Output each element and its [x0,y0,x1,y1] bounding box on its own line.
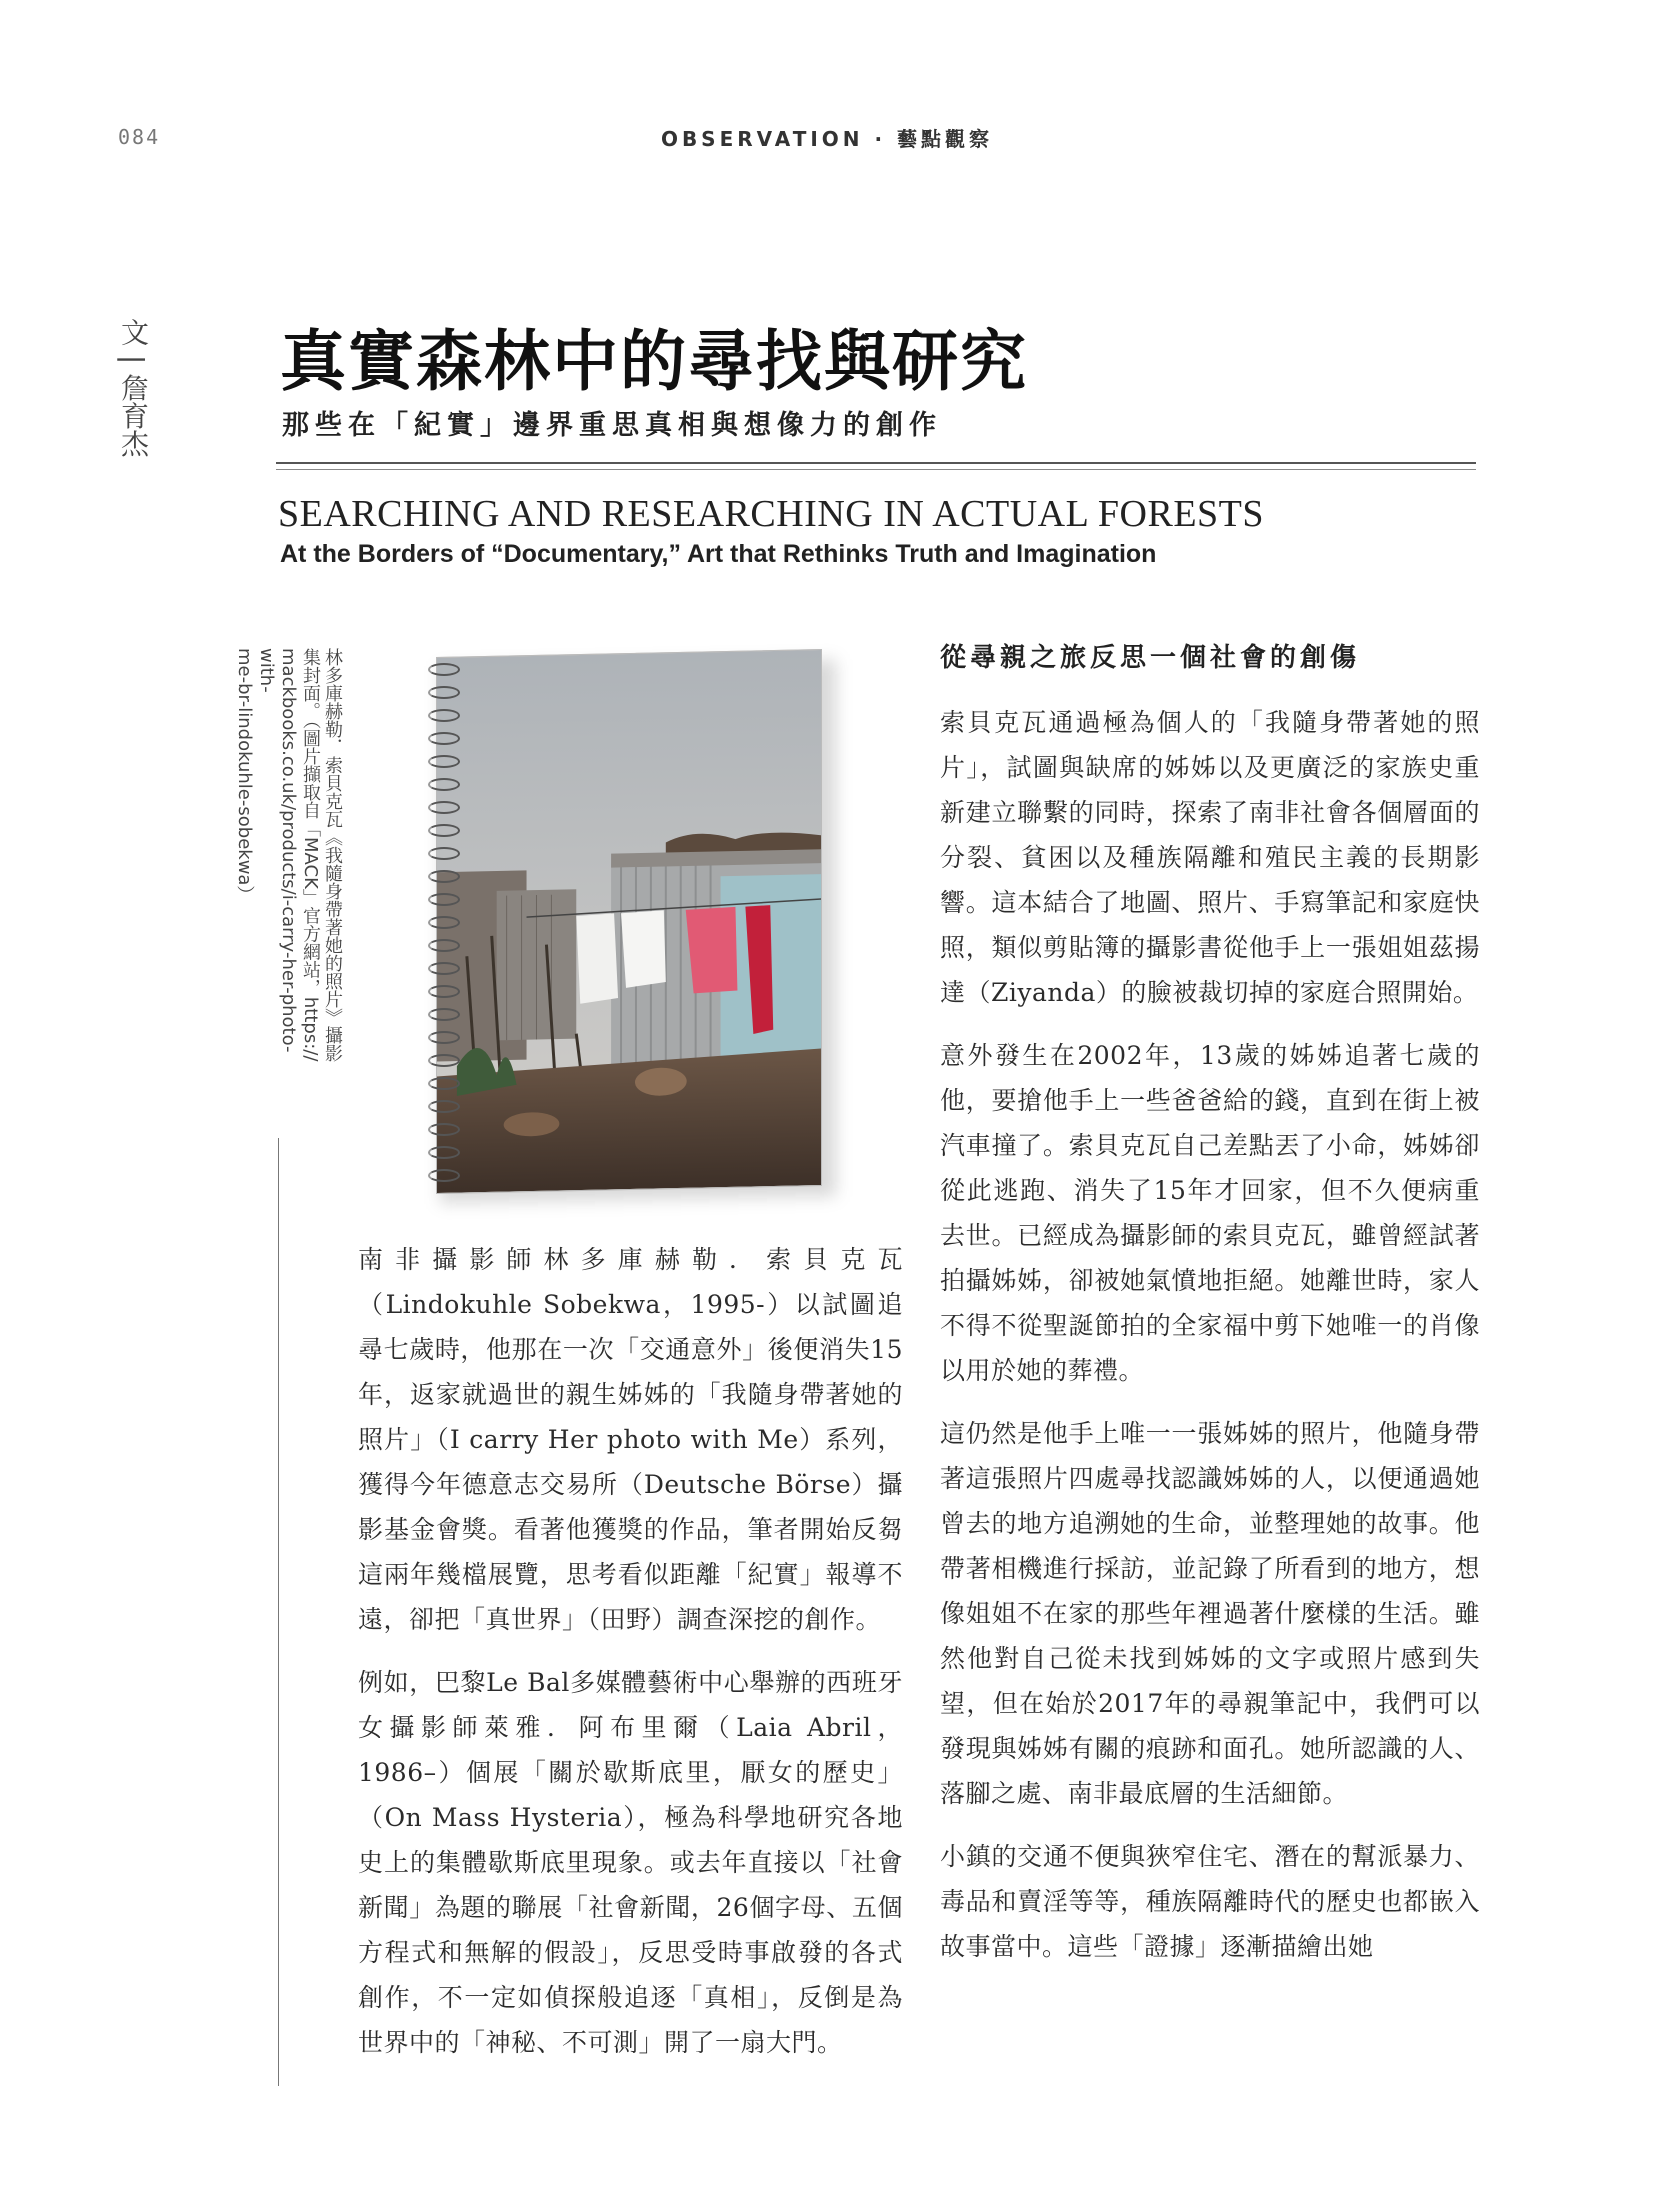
title-divider [276,462,1476,464]
page-number: 084 [118,125,161,149]
photobook-cover-image [422,645,822,1190]
body-paragraph: 索貝克瓦通過極為個人的「我隨身帶著她的照片」，試圖與缺席的姊姊以及更廣泛的家族史重新建立聯繫的同時，探索了南非社會各個層面的分裂、貧困以及種族隔離和殖民主義的長期影響。這本結合了地圖、照片、手寫筆記和家庭快照，類似剪貼簿的攝影書從他手上一張姐姐茲揚達（Ziyanda）的臉被裁切掉的家庭合照開始。 [940,708,1480,1007]
body-paragraph: 南非攝影師林多庫赫勒．索貝克瓦（Lindokuhle Sobekwa，1995-）以試圖追尋七歲時，他那在一次「交通意外」後便消失15年，返家就過世的親生姊姊的「我隨身帶著她的照片」（I carry Her photo with Me）系列，獲得今年德意志交易所（Deutsche Börse）攝影基金會獎。看著他獲獎的作品，筆者開始反芻這兩年幾檔展覽，思考看似距離「紀實」報導不遠，卻把「真世界」（田野）調查深挖的創作。 [358,1245,903,1634]
township-scene-illustration [437,650,821,1193]
body-paragraph: 小鎮的交通不便與狹窄住宅、潛在的幫派暴力、毒品和賣淫等等，種族隔離時代的歷史也都嵌入故事當中。這些「證據」逐漸描繪出她 [940,1842,1480,1961]
article-subtitle-zh: 那些在「紀實」邊界重思真相與想像力的創作 [282,410,942,441]
article-subtitle-en: At the Borders of “Documentary,” Art that Rethinks Truth and Imagination [280,540,1157,568]
author-byline: 文 | 詹育杰 [117,318,150,458]
column-rule [278,1138,279,2086]
running-header: OBSERVATION · 藝點觀察 [660,127,994,151]
body-paragraph: 這仍然是他手上唯一一張姊姊的照片，他隨身帶著這張照片四處尋找認識姊姊的人，以便通過她曾去的地方追溯她的生命，並整理她的故事。他帶著相機進行採訪，並記錄了所看到的地方，想像姐姐不在家的那些年裡過著什麼樣的生活。雖然他對自己從未找到姊姊的文字或照片感到失望，但在始於2017年的尋親筆記中，我們可以發現與姊姊有關的痕跡和面孔。她所認識的人、落腳之處、南非最底層的生活細節。 [940,1419,1480,1808]
caption-line: mackbooks.co.uk/products/i-carry-her-photo-with- [256,648,299,1053]
body-column-right [940,638,1480,1987]
body-column-left [358,1237,903,2083]
body-paragraph: 意外發生在2002年，13歲的姊姊追著七歲的他，要搶他手上一些爸爸給的錢，直到在街上被汽車撞了。索貝克瓦自己差點丟了小命，姊姊卻從此逃跑、消失了15年才回家，但不久便病重去世。已經成為攝影師的索貝克瓦，雖曾經試著拍攝姊姊，卻被她氣憤地拒絕。她離世時，家人不得不從聖誕節拍的全家福中剪下她唯一的肖像以用於她的葬禮。 [940,1041,1480,1385]
caption-line: 集封面。（圖片擷取自「MACK」官方網站，https:// [300,648,321,1062]
article-title-zh: 真實森林中的尋找與研究 [280,322,1028,400]
section-heading: 從尋親之旅反思一個社會的創傷 [940,643,1361,673]
caption-line: 林多庫赫勒．索貝克瓦《我隨身帶著她的照片》攝影 [322,648,343,1062]
body-paragraph: 例如，巴黎Le Bal多媒體藝術中心舉辦的西班牙女攝影師萊雅．阿布里爾（Laia Abril，1986–）個展「關於歇斯底里，厭女的歷史」（On Mass Hysteria），極為科學地研究各地史上的集體歇斯底里現象。或去年直接以「社會新聞」為題的聯展「社會新聞，26個字母、五個方程式和無解的假設」，反思受時事啟發的各式創作，不一定如偵探般追逐「真相」，反倒是為世界中的「神秘、不可測」開了一扇大門。 [358,1668,903,2057]
spiral-binding [422,655,456,1186]
title-divider-thin [276,469,1476,470]
caption-line: me-br-lindokuhle-sobekwa） [234,648,255,904]
article-title-en: SEARCHING AND RESEARCHING IN ACTUAL FORESTS [278,493,1265,535]
figure-caption [233,648,343,1068]
book-cover-photo [436,649,822,1194]
